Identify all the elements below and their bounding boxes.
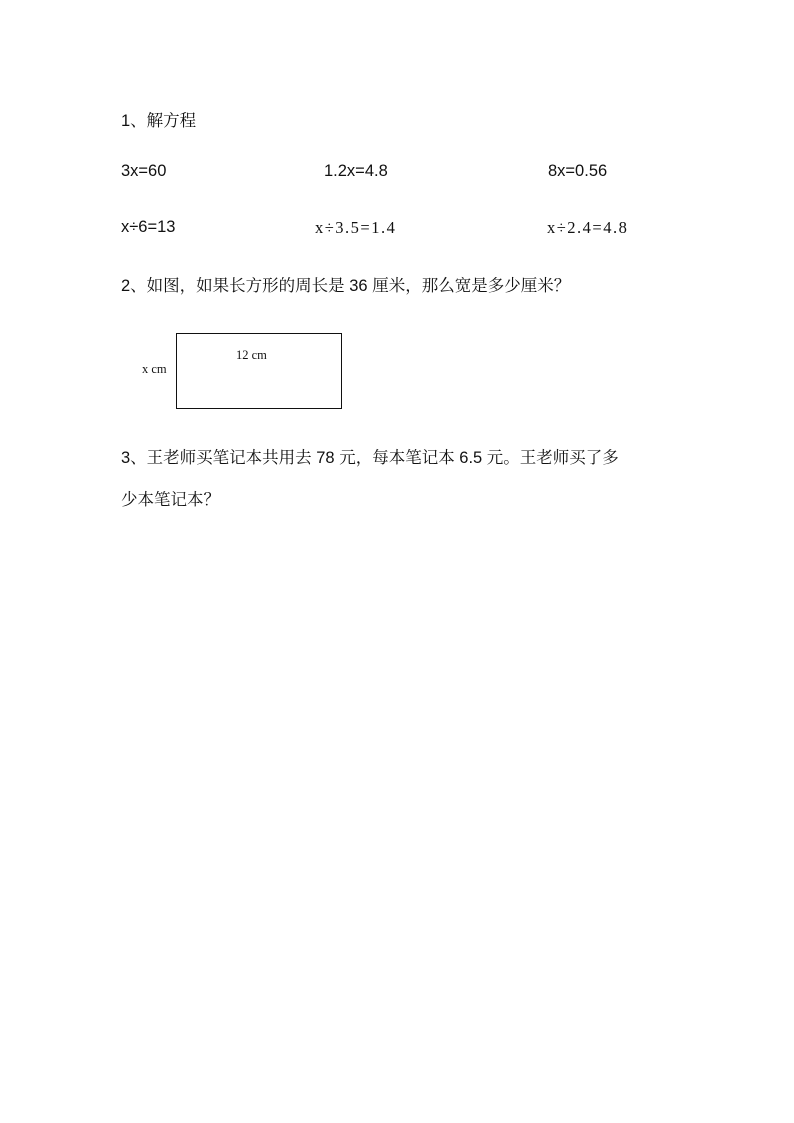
equation-6: x÷2.4=4.8 (547, 218, 629, 237)
question-1-title: 1、解方程 (121, 112, 197, 130)
equation-5: x÷3.5=1.4 (315, 218, 397, 237)
equation-1: 3x=60 (121, 162, 167, 180)
question-3-line-1: 3、王老师买笔记本共用去 78 元，每本笔记本 6.5 元。王老师买了多 (121, 449, 619, 467)
width-label: x cm (142, 362, 167, 376)
question-2-text: 2、如图，如果长方形的周长是 36 厘米，那么宽是多少厘米？ (121, 277, 571, 295)
equation-3: 8x=0.56 (548, 162, 608, 180)
equation-4: x÷6=13 (121, 218, 176, 236)
question-3-line-2: 少本笔记本？ (121, 491, 220, 509)
equation-2: 1.2x=4.8 (324, 162, 388, 180)
rectangle-shape (176, 333, 342, 409)
length-label: 12 cm (236, 348, 267, 362)
